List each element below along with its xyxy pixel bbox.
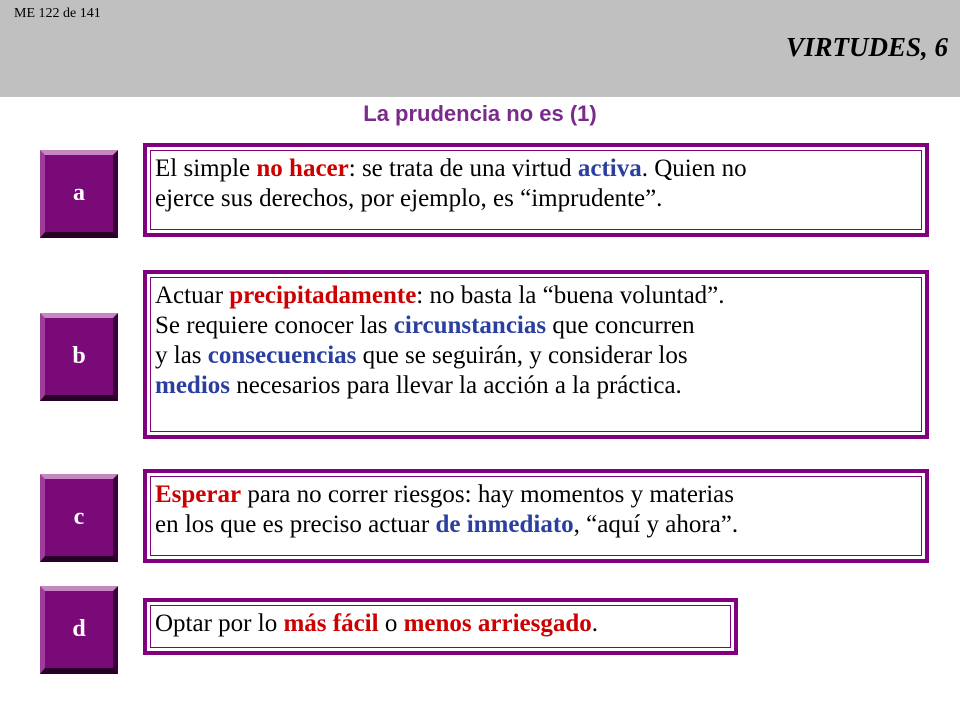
body-text: El simple [155, 155, 257, 182]
body-text: , “aquí y ahora”. [573, 511, 739, 538]
key-a: a [40, 150, 118, 238]
item-text-line [155, 510, 917, 540]
item-text-line [155, 371, 917, 401]
item-text-line [155, 480, 917, 510]
body-text: Se requiere conocer las [155, 312, 394, 339]
body-text: que concurren [546, 312, 695, 339]
emphasis-text: no hacer [256, 155, 349, 182]
emphasis-text: de inmediato [435, 511, 574, 538]
key-b: b [40, 313, 118, 401]
item-a-box [143, 143, 929, 237]
slide-heading: VIRTUDES, 6 [785, 32, 948, 62]
key-d: d [40, 586, 118, 674]
body-text: ejerce sus derechos, por ejemplo, es “imprudente”. [155, 185, 663, 212]
body-text: y las [155, 342, 208, 369]
emphasis-text: circunstancias [393, 312, 547, 339]
page-counter: ME 122 de 141 [14, 6, 101, 21]
emphasis-text: más fácil [283, 610, 379, 637]
body-text: para no correr riesgos: hay momentos y materias [241, 481, 735, 508]
item-c-box [143, 469, 929, 563]
item-d-box [143, 598, 738, 655]
body-text: : no basta la “buena voluntad”. [416, 282, 725, 309]
item-text-line [155, 154, 917, 184]
emphasis-text: medios [155, 372, 230, 399]
body-text: Optar por lo [155, 610, 284, 637]
item-text-line [155, 184, 917, 214]
item-text-line [155, 609, 726, 639]
body-text: necesarios para llevar la acción a la práctica. [230, 372, 682, 399]
body-text: o [378, 610, 404, 637]
subtitle: La prudencia no es (1) [363, 101, 597, 126]
header-band [0, 0, 960, 97]
item-b-box [143, 270, 929, 439]
emphasis-text: menos arriesgado [403, 610, 592, 637]
item-text-line [155, 311, 917, 341]
item-text-line [155, 341, 917, 371]
item-text-line [155, 281, 917, 311]
body-text: Actuar [155, 282, 230, 309]
emphasis-text: consecuencias [207, 342, 357, 369]
emphasis-text: activa [577, 155, 642, 182]
emphasis-text: Esperar [155, 481, 242, 508]
body-text: : se trata de una virtud [348, 155, 578, 182]
body-text: en los que es preciso actuar [155, 511, 436, 538]
emphasis-text: precipitadamente [229, 282, 417, 309]
body-text: . Quien no [641, 155, 747, 182]
body-text: . [591, 610, 598, 637]
body-text: que se seguirán, y considerar los [356, 342, 688, 369]
key-c: c [40, 474, 118, 562]
